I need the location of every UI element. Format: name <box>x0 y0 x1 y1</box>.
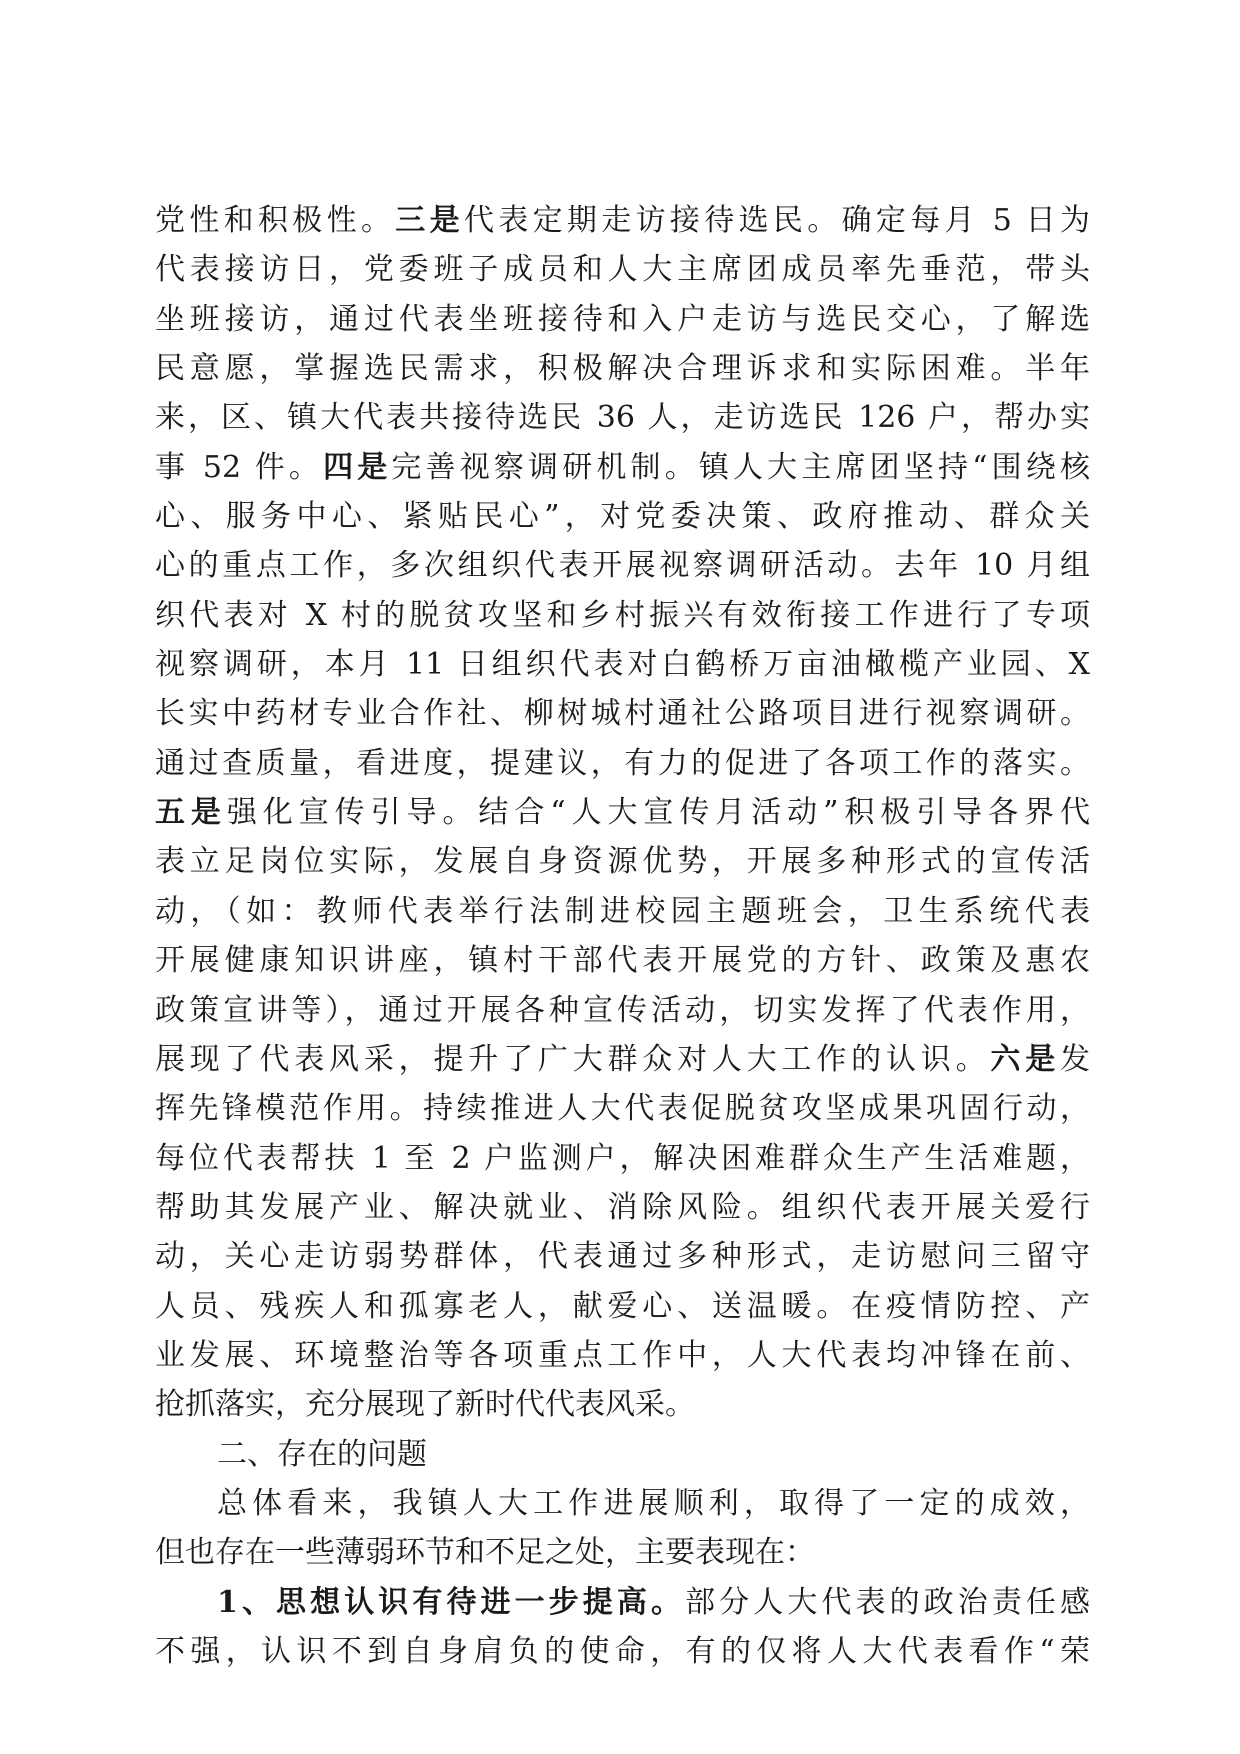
bold-lead-phrase: 五是 <box>155 795 227 831</box>
text-line <box>155 393 1090 442</box>
text-line <box>155 1331 1090 1380</box>
text-line <box>155 443 1090 492</box>
text-line <box>155 492 1090 541</box>
text-line <box>155 837 1090 886</box>
text-segment: 通过查质量，看进度，提建议，有力的促进了各项工作的落实。 <box>155 745 1090 781</box>
text-segment: 总体看来，我镇人大工作进展顺利，取得了一定的成效， <box>217 1485 1090 1521</box>
text-segment: 开展健康知识讲座，镇村干部代表开展党的方针、政策及惠农 <box>155 943 1090 979</box>
text-segment: 党性和积极性。 <box>155 203 396 238</box>
text-line <box>155 1282 1090 1331</box>
text-line <box>155 739 1090 788</box>
text-segment: 帮助其发展产业、解决就业、消除风险。组织代表开展关爱行 <box>155 1189 1090 1225</box>
text-line <box>155 591 1090 640</box>
bold-lead-phrase: 四是 <box>323 449 392 485</box>
text-line <box>155 887 1090 936</box>
text-segment: 坐班接访，通过代表坐班接待和入户走访与选民交心，了解选 <box>155 301 1090 337</box>
text-segment: 心、服务中心、紧贴民心”，对党委决策、政府推动、群众关 <box>155 499 1090 535</box>
text-segment: 织代表对 X 村的脱贫攻坚和乡村振兴有效衔接工作进行了专项 <box>155 597 1090 633</box>
text-segment: 完善视察调研机制。镇人大主席团坚持“围绕核 <box>391 449 1090 485</box>
text-line <box>155 1084 1090 1133</box>
text-line <box>155 689 1090 738</box>
text-segment: 表立足岗位实际，发展自身资源优势，开展多种形式的宣传活 <box>155 844 1090 880</box>
bold-lead-phrase: 三是 <box>395 203 464 238</box>
section-heading <box>155 1430 1090 1479</box>
text-line <box>155 1134 1090 1183</box>
text-segment: 代表定期走访接待选民。确定每月 5 日为 <box>463 203 1090 238</box>
text-line <box>155 936 1090 985</box>
text-line <box>155 640 1090 689</box>
text-line <box>155 1232 1090 1281</box>
text-segment: 发 <box>1060 1041 1091 1077</box>
text-line <box>155 1479 1090 1528</box>
text-segment: 业发展、环境整治等各项重点工作中，人大代表均冲锋在前、 <box>155 1337 1090 1373</box>
text-segment: 事 52 件。 <box>155 449 324 485</box>
bold-lead-phrase: 1、思想认识有待进一步提高。 <box>217 1584 686 1620</box>
text-line <box>155 196 1090 245</box>
text-segment: 强化宣传引导。结合“人大宣传月活动”积极引导各界代 <box>226 795 1090 831</box>
text-segment: 挥先锋模范作用。持续推进人大代表促脱贫攻坚成果巩固行动， <box>155 1091 1090 1127</box>
text-segment: 视察调研，本月 11 日组织代表对白鹤桥万亩油橄榄产业园、X <box>155 647 1090 683</box>
text-segment: 部分人大代表的政治责任感 <box>685 1584 1091 1620</box>
text-line <box>155 295 1090 344</box>
text-segment: 代表接访日，党委班子成员和人大主席团成员率先垂范，带头 <box>155 252 1090 288</box>
text-segment: 政策宣讲等），通过开展各种宣传活动，切实发挥了代表作用， <box>155 992 1090 1028</box>
text-line <box>155 1380 1090 1429</box>
text-segment: 心的重点工作，多次组织代表开展视察调研活动。去年 10 月组 <box>155 548 1090 584</box>
text-line <box>155 1183 1090 1232</box>
text-line <box>155 1578 1090 1627</box>
text-line <box>155 541 1090 590</box>
text-segment: 不强，认识不到自身肩负的使命，有的仅将人大代表看作“荣 <box>155 1633 1090 1669</box>
text-segment: 来，区、镇大代表共接待选民 36 人，走访选民 126 户，帮办实 <box>155 400 1090 436</box>
text-segment: 人员、残疾人和孤寡老人，献爱心、送温暖。在疫情防控、产 <box>155 1288 1090 1324</box>
text-segment: 动，关心走访弱势群体，代表通过多种形式，走访慰问三留守 <box>155 1239 1090 1275</box>
text-segment: 每位代表帮扶 1 至 2 户监测户，解决困难群众生产生活难题， <box>155 1140 1090 1176</box>
text-line <box>155 344 1090 393</box>
text-segment: 长实中药材专业合作社、柳树城村通社公路项目进行视察调研。 <box>155 696 1090 732</box>
text-segment: 民意愿，掌握选民需求，积极解决合理诉求和实际困难。半年 <box>155 351 1090 387</box>
text-line <box>155 1627 1090 1676</box>
text-line <box>155 1528 1090 1577</box>
document-body <box>155 196 1090 1676</box>
text-segment: 动，（如：教师代表举行法制进校园主题班会，卫生系统代表 <box>155 893 1090 929</box>
text-segment: 抢抓落实，充分展现了新时代代表风采。 <box>155 1387 695 1423</box>
text-line <box>155 245 1090 294</box>
text-segment: 展现了代表风采，提升了广大群众对人大工作的认识。 <box>155 1041 991 1077</box>
text-line <box>155 1035 1090 1084</box>
text-line <box>155 788 1090 837</box>
bold-lead-phrase: 六是 <box>990 1041 1061 1077</box>
text-line <box>155 986 1090 1035</box>
text-segment: 但也存在一些薄弱环节和不足之处，主要表现在： <box>155 1535 815 1571</box>
text-segment: 二、存在的问题 <box>217 1436 427 1472</box>
